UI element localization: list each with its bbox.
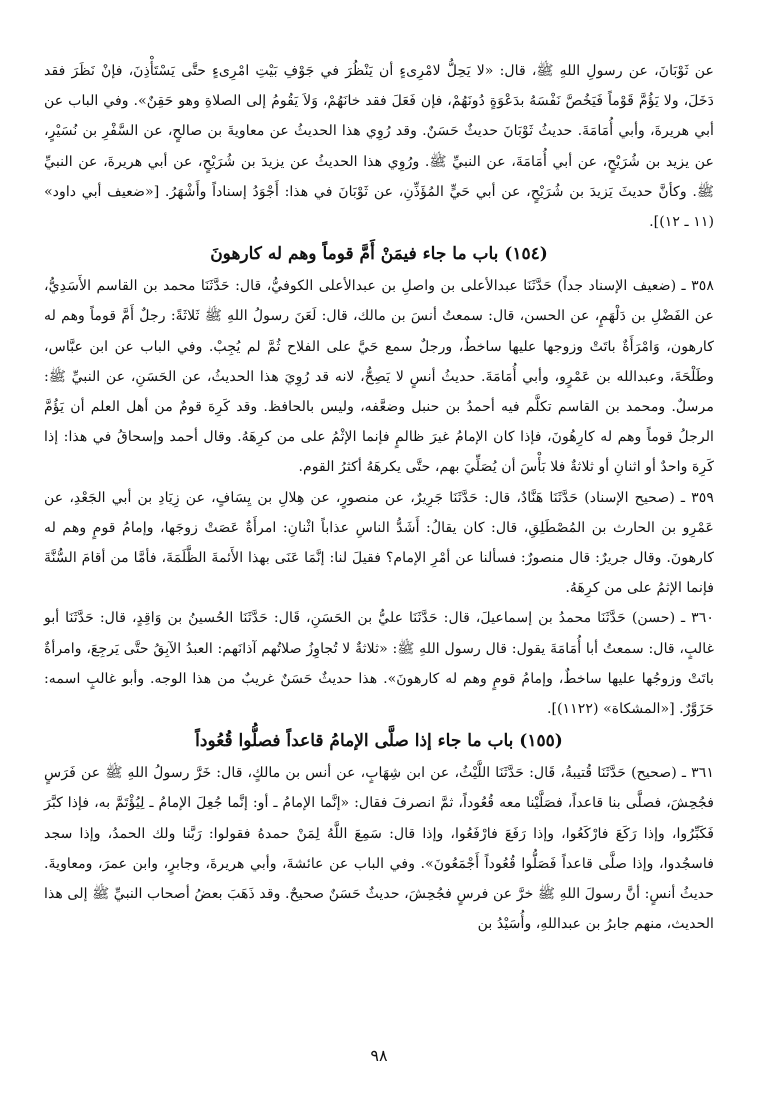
chapter-heading-155: (١٥٥) باب ما جاء إذا صلَّى الإمامُ قاعداً فصلُّوا قُعُوداً — [195, 731, 563, 752]
hadith-359: ٣٥٩ ـ (صحيح الإسناد) حَدَّثَنَا هَنَّادٌ، قال: حَدَّثَنَا جَرِيرٌ، عن منصورٍ، عن هِلالِ بن يِسَافٍ، عن زِيَادِ بن أبي الجَعْدِ، عن عَمْرِو بن الحارث بن المُصْطَلِقِ، قال: كان يقالُ: أَشَدُّ الناسِ عذاباً اثْنانِ: امرأَةٌ عَصَتْ زوجَها، وإمامُ قومٍ وهم له كارهونَ. وقال جريرٌ: قال منصورٌ: فسألنا عن أمْرِ الإمام؟ فقيلَ لنا: إنَّمَا عَنَى بهذا الأَئمةَ الظَّلَمَةَ، فأمَّا من أقامَ السُّنَّةَ فإنما الإثمُ على من كرِهَهُ. — [44, 489, 714, 597]
hadith-360: ٣٦٠ ـ (حسن) حَدَّثَنَا محمدُ بن إسماعيلَ، قال: حَدَّثَنَا عليُّ بن الحَسَنِ، قَال: حَدَّثَنَا الحُسينُ بن وَاقِدٍ، قال: حَدَّثَنَا أبو غالبٍ، قال: سمعتُ أبا أُمَامَةَ يقول: قال رسول اللهِ ﷺ: «ثلاثةٌ لا تُجاوِزُ صلاتُهم آذانَهم: العبدُ الآبِقُ حتَّى يَرجِعَ، وامرأةٌ باتَتْ وزوجُها عليها ساخطٌ، وإمامُ قومٍ وهم له كارهونَ». هذا حديثٌ حَسَنٌ غريبٌ من هذا الوجه. وأبو غالبٍ اسمه: حَزَوَّرٌ. [«المشكاة» (١١٢٢)]. — [44, 610, 714, 718]
paragraph-continuation: عن ثَوْبَانَ، عن رسولِ اللهِ ﷺ، قال: «لا يَحِلُّ لامْرِىءٍ أن يَنْظُرَ في جَوْفِ بَيْتِ امْرِىءٍ حتَّى يَسْتَأْذِنَ، فإنْ نَظَرَ فقد دَخَلَ، ولا يَؤُمَّ قَوْماً فَيَخُصَّ نَفْسَهُ بدَعْوَةٍ دُونَهُمْ، فإن فَعَلَ فقد خانَهُمْ، وَلاَ يَقُومُ إلى الصلاةِ وهو حَقِنٌ». وفي الباب عن أبي هريرةَ، وأبي أُمَامَةَ. حديثُ ثَوْبَانَ حديثٌ حَسَنٌ. وقد رُوِي هذا الحديثُ عن معاويةَ بن صالحٍ، عن السَّفْرِ بن نُسَيْرٍ، عن يزيد بن شُرَيْحٍ، عن أبي أُمَامَةَ، عن النبيِّ ﷺ. ورُوِي هذا الحديثُ عن يزيدَ بن شُرَيْحٍ، عن أبي هريرةَ، عن النبيِّ ﷺ. وكأنَّ حديثَ يَزيدَ بن شُرَيْحٍ، عن أبي حَيٍّ المُؤَذِّنِ، عن ثَوْبَانَ في هذا: أَجْوَدُ إسناداً وأَشْهَرُ. [«ضعيف أبي داود» (١١ ـ ١٢)]. — [44, 63, 714, 231]
hadith-361: ٣٦١ ـ (صحيح) حَدَّثَنَا قُتيبةُ، قَال: حَدَّثَنَا اللَّيْثُ، عن ابن شِهَابٍ، عن أنس بن مالكٍ، قال: خَرَّ رسولُ اللهِ ﷺ عن فَرَسٍ فجُحِشَ، فصلَّى بنا قاعداً، فصَلَّيْنا معه قُعُوداً، ثمَّ انصرفَ فقال: «إنَّما الإمامُ ـ أو: إنَّما جُعِلَ الإمامُ ـ لِيُؤْتَمَّ به، فإذا كبَّرَ فَكَبِّرُوا، وإذا رَكَعَ فارْكَعُوا، وإذا رَفَعَ فارْفَعُوا، وإذا قال: سَمِعَ اللَّهُ لِمَنْ حمدهُ فقولوا: رَبَّنا ولك الحمدُ، وإذا سجد فاسجُدوا، وإذا صلَّى قاعداً فَصَلُّوا قُعُوداً أَجْمَعُونَ». وفي الباب عن عائشةَ، وأبي هريرةَ، وجابرٍ، وابن عمرَ، ومعاويةَ. حديثُ أنسٍ: أنَّ رسولَ اللهِ ﷺ خرَّ عن فرسٍ فجُحِشَ، حديثٌ حَسَنٌ صحيحٌ. وقد ذَهَبَ بعضُ أصحاب النبيِّ ﷺ إلى هذا الحديث، منهم جابرُ بن عبداللهِ، وأُسَيْدُ بن — [44, 765, 714, 933]
hadith-358: ٣٥٨ ـ (ضعيف الإسناد جداً) حَدَّثَنَا عبدالأعلى بن واصلِ بن عبدالأعلى الكوفيُّ، قال: حَدَّثَنَا محمد بن القاسم الأَسَدِيُّ، عن الفَضْلِ بن دَلْهَمٍ، عن الحسن، قال: سمعتُ أنسَ بن مالك، قال: لَعَنَ رسولُ اللهِ ﷺ ثَلاثَةً: رجلٌ أَمَّ قوماً وهم له كارهون، وَامْرَأَةٌ باتَتْ وزوجها عليها ساخطٌ، ورجلٌ سمع حَيَّ على الفلاح ثُمَّ لم يُجِبْ. وفي الباب عن ابن عبَّاس، وطَلْحَةَ، وعبدالله بن عَمْرٍو، وأبي أُمَامَةَ. حديثُ أنسٍ لا يَصِحُّ، لانه قد رُوِيَ هذا الحديثُ، عن الحَسَنِ، عن النبيِّ ﷺ: مرسلٌ. ومحمد بن القاسم تكلَّم فيه أحمدُ بن حنبل وضعَّفه، وليس بالحافظ. وقد كَرِهَ قومٌ من أهل العلم أن يَؤُمَّ الرجلُ قوماً وهم له كارِهُونَ، فإذا كان الإمامُ غيرَ ظالمٍ فإنما الإثْمُ على من كرِهَهُ. وقال أحمد وإسحاقُ في هذا: إذا كَرِهَ واحدٌ أو اثنانِ أو ثلاثةٌ فلا بَأْسَ أن يُصَلِّيَ بهم، حتَّى يكرهَهُ أكثرُ القوم. — [44, 278, 714, 476]
chapter-heading-154: (١٥٤) باب ما جاء فيمَنْ أَمَّ قوماً وهم له كارهونَ — [210, 244, 548, 265]
page-number: ٩٨ — [370, 1046, 388, 1065]
